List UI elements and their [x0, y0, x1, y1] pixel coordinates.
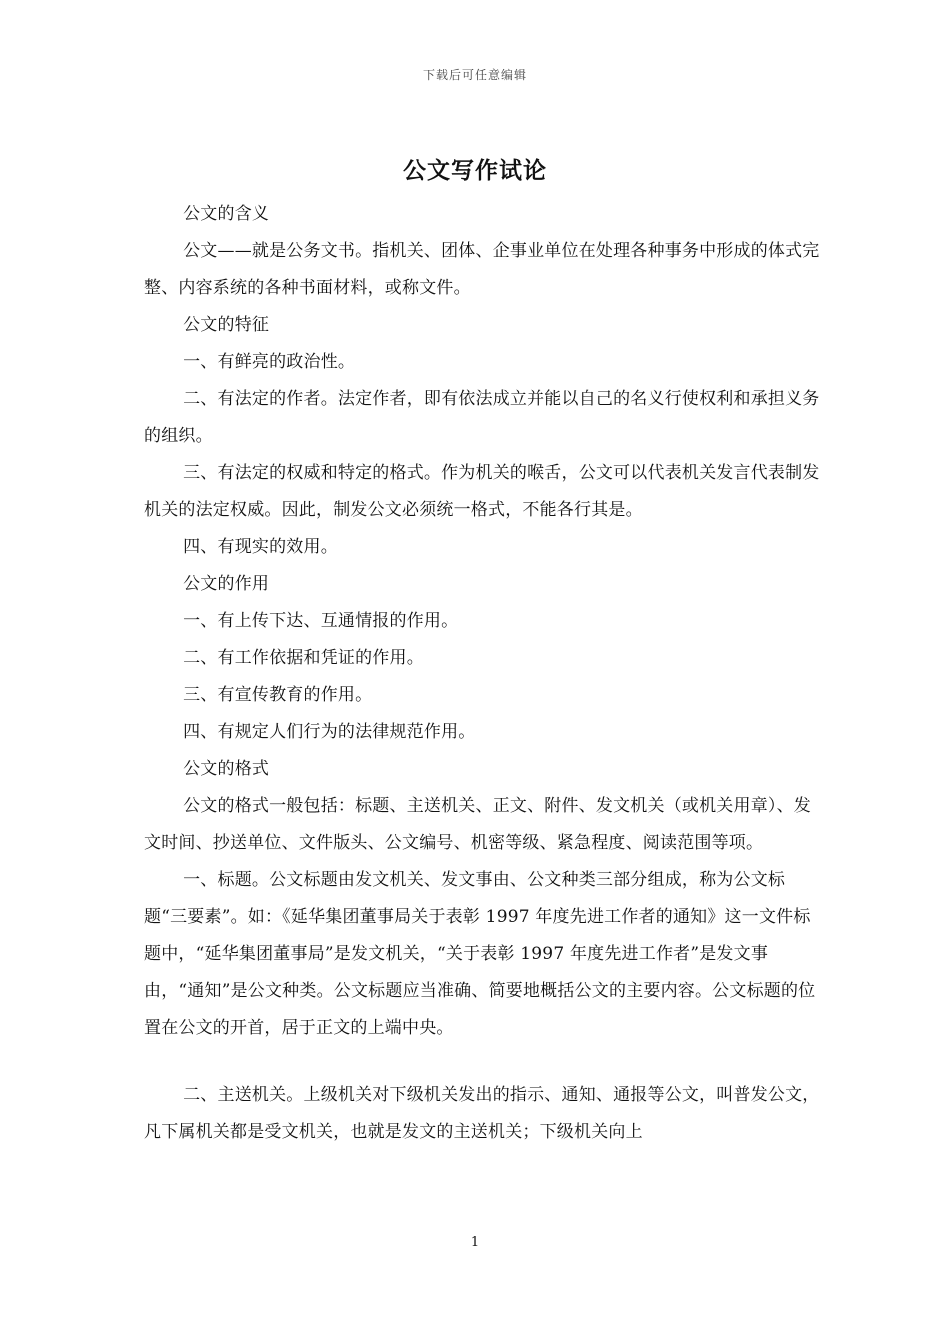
- paragraph-function-2: 二、有工作依据和凭证的作用。: [183, 648, 424, 668]
- paragraph-heading-functions: 公文的作用: [183, 574, 270, 594]
- paragraph-feature-2: 二、有法定的作者。法定作者，即有依法成立并能以自己的名义行使权利和承担义务的组织。: [144, 389, 820, 446]
- paragraph-format-title: 一、标题。公文标题由发文机关、发文事由、公文种类三部分组成，称为公文标题“三要素”。如：《延华集团董事局关于表彰 1997 年度先进工作者的通知》这一文件标题中，“延华集团董事局”是发文机关，“关于表彰 1997 年度先进工作者”是发文事由，“通知”是公文种类。公文标题应当准确、简要地概括公文的主要内容。公文标题的位置在公文的开首，居于正文的上端中央。: [144, 870, 816, 1038]
- page-number: 1: [470, 1235, 480, 1250]
- paragraph-definition: 公文——就是公务文书。指机关、团体、企事业单位在处理各种事务中形成的体式完整、内容系统的各种书面材料，或称文件。: [144, 241, 820, 298]
- paragraph-heading-meaning: 公文的含义: [183, 204, 270, 224]
- paragraph-function-4: 四、有规定人们行为的法律规范作用。: [183, 722, 476, 742]
- page-header-note: 下载后可任意编辑: [422, 68, 527, 82]
- paragraph-heading-format: 公文的格式: [183, 759, 270, 779]
- paragraph-feature-1: 一、有鲜亮的政治性。: [183, 352, 356, 372]
- paragraph-heading-features: 公文的特征: [183, 315, 270, 335]
- paragraph-feature-4: 四、有现实的效用。: [183, 537, 338, 557]
- document-body: [144, 196, 824, 1151]
- document-title: 公文写作试论: [403, 157, 547, 184]
- paragraph-function-1: 一、有上传下达、互通情报的作用。: [183, 611, 459, 631]
- paragraph-feature-3: 三、有法定的权威和特定的格式。作为机关的喉舌，公文可以代表机关发言代表制发机关的法定权威。因此，制发公文必须统一格式，不能各行其是。: [144, 463, 820, 520]
- paragraph-format-recipient: 二、主送机关。上级机关对下级机关发出的指示、通知、通报等公文，叫普发公文，凡下属机关都是受文机关，也就是发文的主送机关；下级机关向上: [144, 1085, 820, 1142]
- paragraph-function-3: 三、有宣传教育的作用。: [183, 685, 373, 705]
- paragraph-format-summary: 公文的格式一般包括：标题、主送机关、正文、附件、发文机关（或机关用章）、发文时间、抄送单位、文件版头、公文编号、机密等级、紧急程度、阅读范围等项。: [144, 796, 811, 853]
